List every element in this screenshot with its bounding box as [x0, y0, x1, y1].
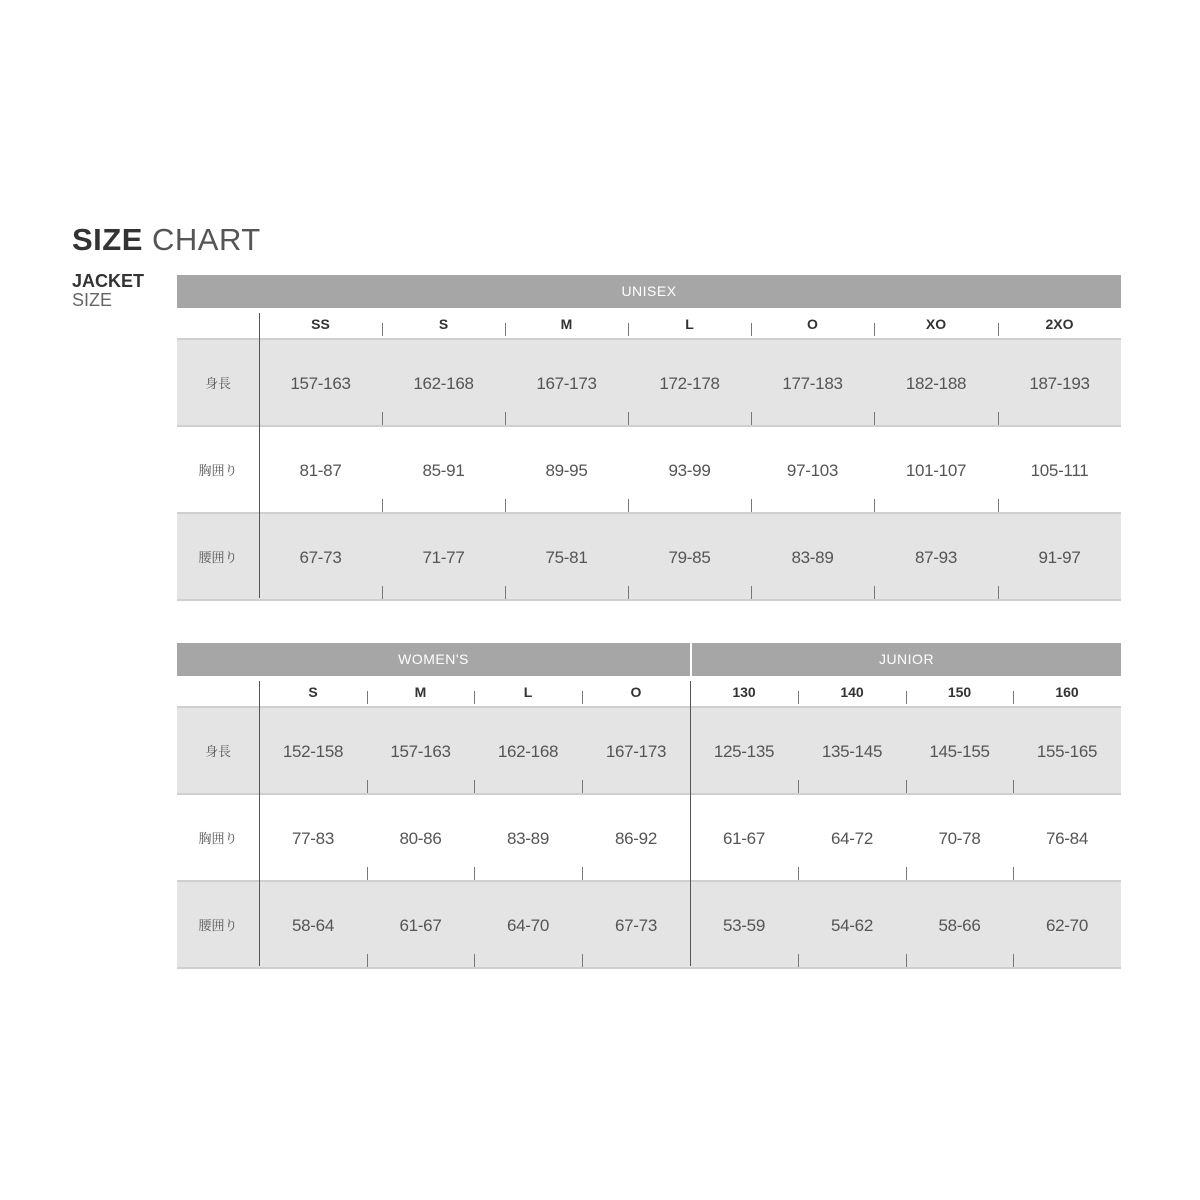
- tick-mark: [1013, 780, 1014, 793]
- size-header: 140: [840, 684, 864, 700]
- tick-mark: [382, 586, 383, 599]
- table-row: [177, 882, 1121, 969]
- table-cell: 70-78: [938, 829, 981, 848]
- table-cell: 61-67: [399, 916, 442, 935]
- tick-mark: [628, 323, 629, 336]
- table-cell: 76-84: [1046, 829, 1088, 848]
- size-header: S: [308, 684, 318, 700]
- tick-mark: [628, 586, 629, 599]
- table-cell: 58-66: [938, 916, 981, 935]
- table-cell: 187-193: [1029, 374, 1090, 393]
- tick-mark: [751, 499, 752, 512]
- table-cell: 81-87: [299, 461, 342, 480]
- tick-mark: [998, 323, 999, 336]
- tick-mark: [906, 867, 907, 880]
- tick-mark: [367, 691, 368, 704]
- row-divider: [177, 967, 1121, 969]
- table-cell: 177-183: [782, 374, 843, 393]
- table-cell: 145-155: [929, 742, 990, 761]
- subtitle-bold: JACKET: [72, 271, 145, 291]
- tick-mark: [798, 867, 799, 880]
- tick-mark: [798, 691, 799, 704]
- row-label: 胸囲り: [198, 463, 238, 478]
- tick-mark: [367, 780, 368, 793]
- table-cell: 167-173: [605, 742, 667, 761]
- table-cell: 101-107: [905, 461, 967, 480]
- table-cell: 62-70: [1046, 916, 1088, 935]
- table-row: [177, 427, 1121, 514]
- table-cell: 64-70: [507, 916, 549, 935]
- page-title: [72, 222, 261, 258]
- title-bold: SIZE: [72, 222, 143, 257]
- title-light: CHART: [152, 222, 261, 257]
- table-cell: 182-188: [905, 374, 967, 393]
- column-divider: [259, 681, 260, 966]
- table-cell: 97-103: [786, 461, 839, 480]
- size-header: 2XO: [1045, 316, 1074, 332]
- table-cell: 80-86: [399, 829, 442, 848]
- size-header: S: [438, 316, 449, 332]
- table-cell: 152-158: [282, 742, 344, 761]
- size-header: L: [523, 684, 533, 700]
- table-cell: 75-81: [545, 548, 588, 567]
- tick-mark: [906, 780, 907, 793]
- junior-header: JUNIOR: [690, 643, 1121, 676]
- tick-mark: [582, 780, 583, 793]
- table-cell: 167-173: [536, 374, 597, 393]
- tick-mark: [628, 412, 629, 425]
- table-row: [177, 708, 1121, 795]
- tick-mark: [505, 412, 506, 425]
- size-header: 160: [1055, 684, 1079, 700]
- tick-mark: [998, 412, 999, 425]
- table-row: [177, 514, 1121, 601]
- tick-mark: [582, 867, 583, 880]
- table-cell: 89-95: [545, 461, 588, 480]
- table-cell: 86-92: [615, 829, 657, 848]
- tick-mark: [751, 412, 752, 425]
- table-cell: 155-165: [1036, 742, 1098, 761]
- tick-mark: [382, 323, 383, 336]
- table-cell: 79-85: [668, 548, 711, 567]
- row-divider: [177, 793, 1121, 795]
- table-row: [177, 795, 1121, 882]
- row-label: 腰囲り: [198, 918, 238, 933]
- table-cell: 172-178: [659, 374, 720, 393]
- size-header: M: [560, 316, 573, 332]
- tick-mark: [874, 499, 875, 512]
- row-divider: [177, 880, 1121, 882]
- tick-mark: [1013, 691, 1014, 704]
- table-cell: 162-168: [497, 742, 559, 761]
- table-cell: 64-72: [831, 829, 873, 848]
- table-cell: 93-99: [668, 461, 711, 480]
- size-header: XO: [925, 316, 947, 332]
- column-divider: [259, 313, 260, 598]
- tick-mark: [474, 867, 475, 880]
- table-cell: 83-89: [507, 829, 549, 848]
- table-cell: 105-111: [1030, 461, 1089, 480]
- table-cell: 67-73: [615, 916, 657, 935]
- size-header: SS: [311, 316, 330, 332]
- tick-mark: [874, 412, 875, 425]
- tick-mark: [998, 499, 999, 512]
- table-cell: 67-73: [299, 548, 342, 567]
- tick-mark: [474, 691, 475, 704]
- table-cell: 135-145: [821, 742, 883, 761]
- table-cell: 54-62: [831, 916, 873, 935]
- tick-mark: [874, 586, 875, 599]
- tick-mark: [367, 954, 368, 967]
- section-divider: [690, 681, 691, 966]
- row-label: 身長: [204, 376, 231, 391]
- table-cell: 157-163: [290, 374, 351, 393]
- womens-header: WOMEN'S: [177, 643, 690, 676]
- table-cell: 157-163: [390, 742, 451, 761]
- tick-mark: [382, 412, 383, 425]
- tick-mark: [998, 586, 999, 599]
- row-label: 胸囲り: [198, 831, 238, 846]
- tick-mark: [1013, 867, 1014, 880]
- row-divider: [177, 599, 1121, 601]
- table-cell: 85-91: [422, 461, 465, 480]
- tick-mark: [505, 586, 506, 599]
- tick-mark: [751, 586, 752, 599]
- table-row: [177, 340, 1121, 427]
- tick-mark: [582, 954, 583, 967]
- subtitle: [72, 272, 144, 310]
- tick-mark: [382, 499, 383, 512]
- size-header: L: [685, 316, 694, 332]
- subtitle-light: SIZE: [72, 290, 113, 310]
- size-header: 130: [732, 684, 756, 700]
- tick-mark: [505, 323, 506, 336]
- table-cell: 71-77: [422, 548, 465, 567]
- row-divider: [177, 338, 1121, 340]
- tick-mark: [798, 954, 799, 967]
- tick-mark: [367, 867, 368, 880]
- row-divider: [177, 706, 1121, 708]
- table-cell: 91-97: [1038, 548, 1081, 567]
- size-header: 150: [947, 684, 972, 700]
- unisex-header: UNISEX: [177, 275, 1121, 308]
- table-cell: 83-89: [791, 548, 834, 567]
- size-header: M: [414, 684, 427, 700]
- tick-mark: [874, 323, 875, 336]
- size-header: O: [630, 684, 642, 700]
- tick-mark: [474, 954, 475, 967]
- table-cell: 58-64: [292, 916, 334, 935]
- table-cell: 87-93: [915, 548, 957, 567]
- table-cell: 162-168: [413, 374, 474, 393]
- tick-mark: [474, 780, 475, 793]
- tick-mark: [751, 323, 752, 336]
- table-cell: 53-59: [723, 916, 765, 935]
- row-divider: [177, 425, 1121, 427]
- tick-mark: [582, 691, 583, 704]
- row-label: 身長: [204, 744, 231, 759]
- tick-mark: [798, 780, 799, 793]
- tick-mark: [906, 691, 907, 704]
- row-label: 腰囲り: [198, 550, 238, 565]
- tick-mark: [906, 954, 907, 967]
- table-cell: 77-83: [292, 829, 334, 848]
- tick-mark: [505, 499, 506, 512]
- tick-mark: [628, 499, 629, 512]
- tick-mark: [1013, 954, 1014, 967]
- size-header: O: [807, 316, 818, 332]
- row-divider: [177, 512, 1121, 514]
- table-cell: 61-67: [723, 829, 765, 848]
- table-cell: 125-135: [713, 742, 775, 761]
